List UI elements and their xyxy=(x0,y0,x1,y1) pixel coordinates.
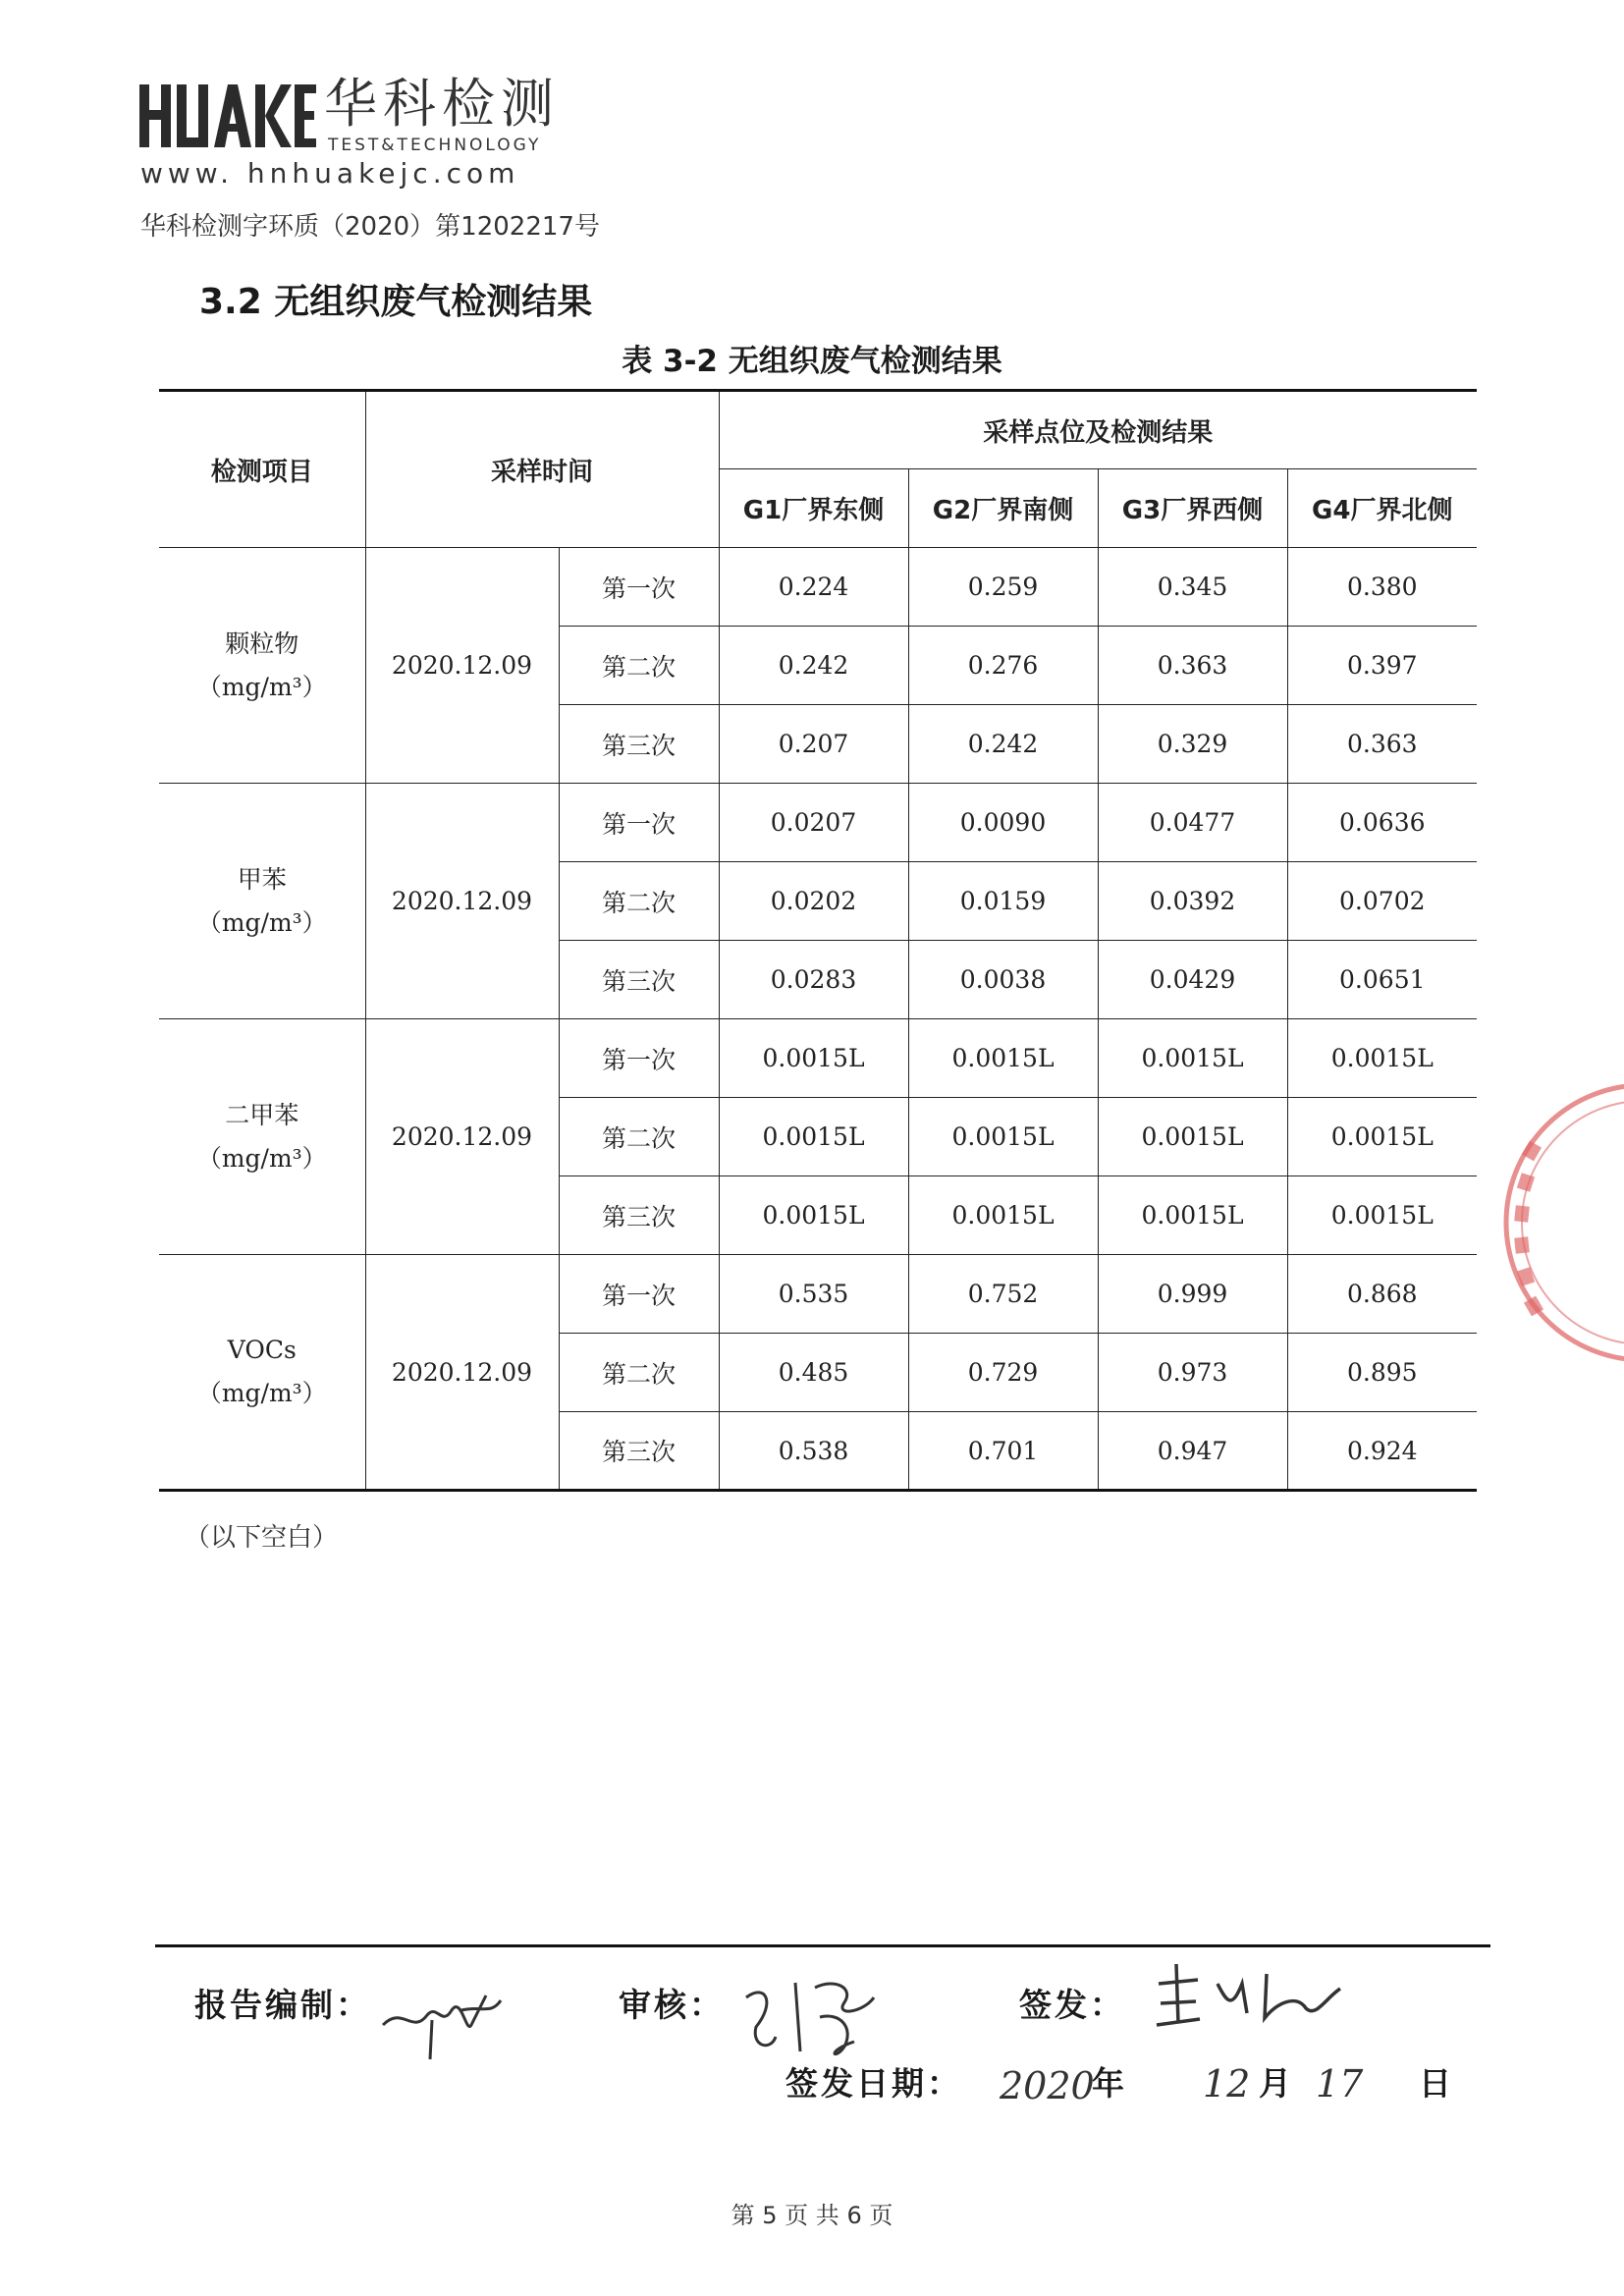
sampling-run: 第二次 xyxy=(559,627,719,705)
result-value: 0.701 xyxy=(908,1412,1098,1491)
result-value: 0.0015L xyxy=(719,1098,908,1176)
result-value: 0.0702 xyxy=(1287,862,1477,941)
result-value: 0.0038 xyxy=(908,941,1098,1019)
result-value: 0.868 xyxy=(1287,1255,1477,1334)
header-site: G1厂界东侧 xyxy=(719,469,908,548)
result-value: 0.363 xyxy=(1098,627,1287,705)
item-cell xyxy=(159,548,365,784)
sampling-run: 第一次 xyxy=(559,784,719,862)
issue-date-month-unit: 月 xyxy=(1259,2064,1291,2103)
result-value: 0.207 xyxy=(719,705,908,784)
result-value: 0.752 xyxy=(908,1255,1098,1334)
sampling-date: 2020.12.09 xyxy=(365,1019,559,1255)
result-value: 0.0015L xyxy=(719,1019,908,1098)
result-value: 0.0015L xyxy=(908,1019,1098,1098)
company-name-en: TEST&TECHNOLOGY xyxy=(328,136,542,155)
header-site: G4厂界北侧 xyxy=(1287,469,1477,548)
result-value: 0.0015L xyxy=(1287,1176,1477,1255)
result-value: 0.259 xyxy=(908,548,1098,627)
huake-logo-mark xyxy=(137,77,318,159)
issue-date-day-unit: 日 xyxy=(1419,2064,1451,2103)
reviewed-by-label: 审核： xyxy=(619,1986,725,2024)
result-value: 0.345 xyxy=(1098,548,1287,627)
page-number: 第 5 页 共 6 页 xyxy=(731,2202,893,2229)
result-value: 0.0015L xyxy=(1098,1176,1287,1255)
issue-date-day: 17 xyxy=(1316,2062,1364,2105)
compiler-signature xyxy=(373,1966,511,2064)
result-value: 0.0207 xyxy=(719,784,908,862)
issue-date-label: 签发日期： xyxy=(785,2064,962,2103)
result-value: 0.0477 xyxy=(1098,784,1287,862)
sampling-run: 第二次 xyxy=(559,1098,719,1176)
item-unit: （mg/m³） xyxy=(196,1379,327,1407)
item-cell xyxy=(159,1019,365,1255)
table-row xyxy=(159,784,1477,862)
result-value: 0.276 xyxy=(908,627,1098,705)
table-row xyxy=(159,1019,1477,1098)
item-name: 甲苯 xyxy=(237,864,287,894)
result-value: 0.329 xyxy=(1098,705,1287,784)
result-value: 0.397 xyxy=(1287,627,1477,705)
table-row xyxy=(159,548,1477,627)
sampling-date: 2020.12.09 xyxy=(365,1255,559,1491)
report-number: 华科检测字环质（2020）第1202217号 xyxy=(140,212,600,242)
header-group: 采样点位及检测结果 xyxy=(719,391,1477,469)
item-name: 颗粒物 xyxy=(225,629,299,658)
issue-date-year: 2020 xyxy=(1000,2064,1095,2107)
header-item: 检测项目 xyxy=(159,391,365,548)
issue-date-month: 12 xyxy=(1203,2062,1251,2105)
result-value: 0.0429 xyxy=(1098,941,1287,1019)
result-value: 0.924 xyxy=(1287,1412,1477,1491)
company-website: www. hnhuakejc.com xyxy=(140,157,520,190)
section-title: 3.2 无组织废气检测结果 xyxy=(199,282,593,322)
table-header-row xyxy=(159,391,1477,469)
result-value: 0.380 xyxy=(1287,548,1477,627)
signature-divider xyxy=(155,1944,1490,1947)
result-value: 0.0015L xyxy=(908,1176,1098,1255)
table-body xyxy=(159,548,1477,1491)
table-caption: 表 3-2 无组织废气检测结果 xyxy=(622,344,1002,379)
result-value: 0.242 xyxy=(719,627,908,705)
sampling-date: 2020.12.09 xyxy=(365,784,559,1019)
issued-by-label: 签发： xyxy=(1019,1986,1125,2024)
result-value: 0.0015L xyxy=(1287,1019,1477,1098)
result-value: 0.0202 xyxy=(719,862,908,941)
sampling-date: 2020.12.09 xyxy=(365,548,559,784)
sampling-run: 第三次 xyxy=(559,705,719,784)
result-value: 0.999 xyxy=(1098,1255,1287,1334)
result-value: 0.535 xyxy=(719,1255,908,1334)
item-name: VOCs xyxy=(227,1336,297,1364)
result-value: 0.485 xyxy=(719,1334,908,1412)
result-value: 0.0090 xyxy=(908,784,1098,862)
result-value: 0.0015L xyxy=(1098,1098,1287,1176)
item-unit: （mg/m³） xyxy=(196,672,327,701)
sampling-run: 第一次 xyxy=(559,548,719,627)
header-time: 采样时间 xyxy=(365,391,719,548)
result-value: 0.947 xyxy=(1098,1412,1287,1491)
result-value: 0.895 xyxy=(1287,1334,1477,1412)
issue-date-year-unit: 年 xyxy=(1092,2064,1124,2103)
result-value: 0.0283 xyxy=(719,941,908,1019)
result-value: 0.0015L xyxy=(1098,1019,1287,1098)
results-table xyxy=(159,389,1477,1492)
sampling-run: 第二次 xyxy=(559,1334,719,1412)
result-value: 0.0636 xyxy=(1287,784,1477,862)
issuer-signature xyxy=(1149,1954,1345,2033)
compiled-by-label: 报告编制： xyxy=(194,1986,371,2024)
result-value: 0.0159 xyxy=(908,862,1098,941)
result-value: 0.0015L xyxy=(1287,1098,1477,1176)
item-cell xyxy=(159,1255,365,1491)
item-cell xyxy=(159,784,365,1019)
result-value: 0.224 xyxy=(719,548,908,627)
sampling-run: 第三次 xyxy=(559,1176,719,1255)
result-value: 0.0015L xyxy=(908,1098,1098,1176)
result-value: 0.0015L xyxy=(719,1176,908,1255)
result-value: 0.242 xyxy=(908,705,1098,784)
company-name-cn: 华科检测 xyxy=(324,73,560,135)
table-row xyxy=(159,1255,1477,1334)
result-value: 0.363 xyxy=(1287,705,1477,784)
sampling-run: 第一次 xyxy=(559,1019,719,1098)
result-value: 0.0651 xyxy=(1287,941,1477,1019)
result-value: 0.973 xyxy=(1098,1334,1287,1412)
sampling-run: 第一次 xyxy=(559,1255,719,1334)
sampling-run: 第三次 xyxy=(559,1412,719,1491)
item-unit: （mg/m³） xyxy=(196,907,327,937)
item-unit: （mg/m³） xyxy=(196,1143,327,1173)
item-name: 二甲苯 xyxy=(225,1100,299,1129)
result-value: 0.729 xyxy=(908,1334,1098,1412)
result-value: 0.0392 xyxy=(1098,862,1287,941)
result-value: 0.538 xyxy=(719,1412,908,1491)
blank-note: （以下空白） xyxy=(185,1523,339,1553)
header-site: G2厂界南侧 xyxy=(908,469,1098,548)
reviewer-signature xyxy=(727,1958,893,2066)
header-site: G3厂界西侧 xyxy=(1098,469,1287,548)
company-seal xyxy=(1496,1075,1624,1370)
sampling-run: 第二次 xyxy=(559,862,719,941)
sampling-run: 第三次 xyxy=(559,941,719,1019)
